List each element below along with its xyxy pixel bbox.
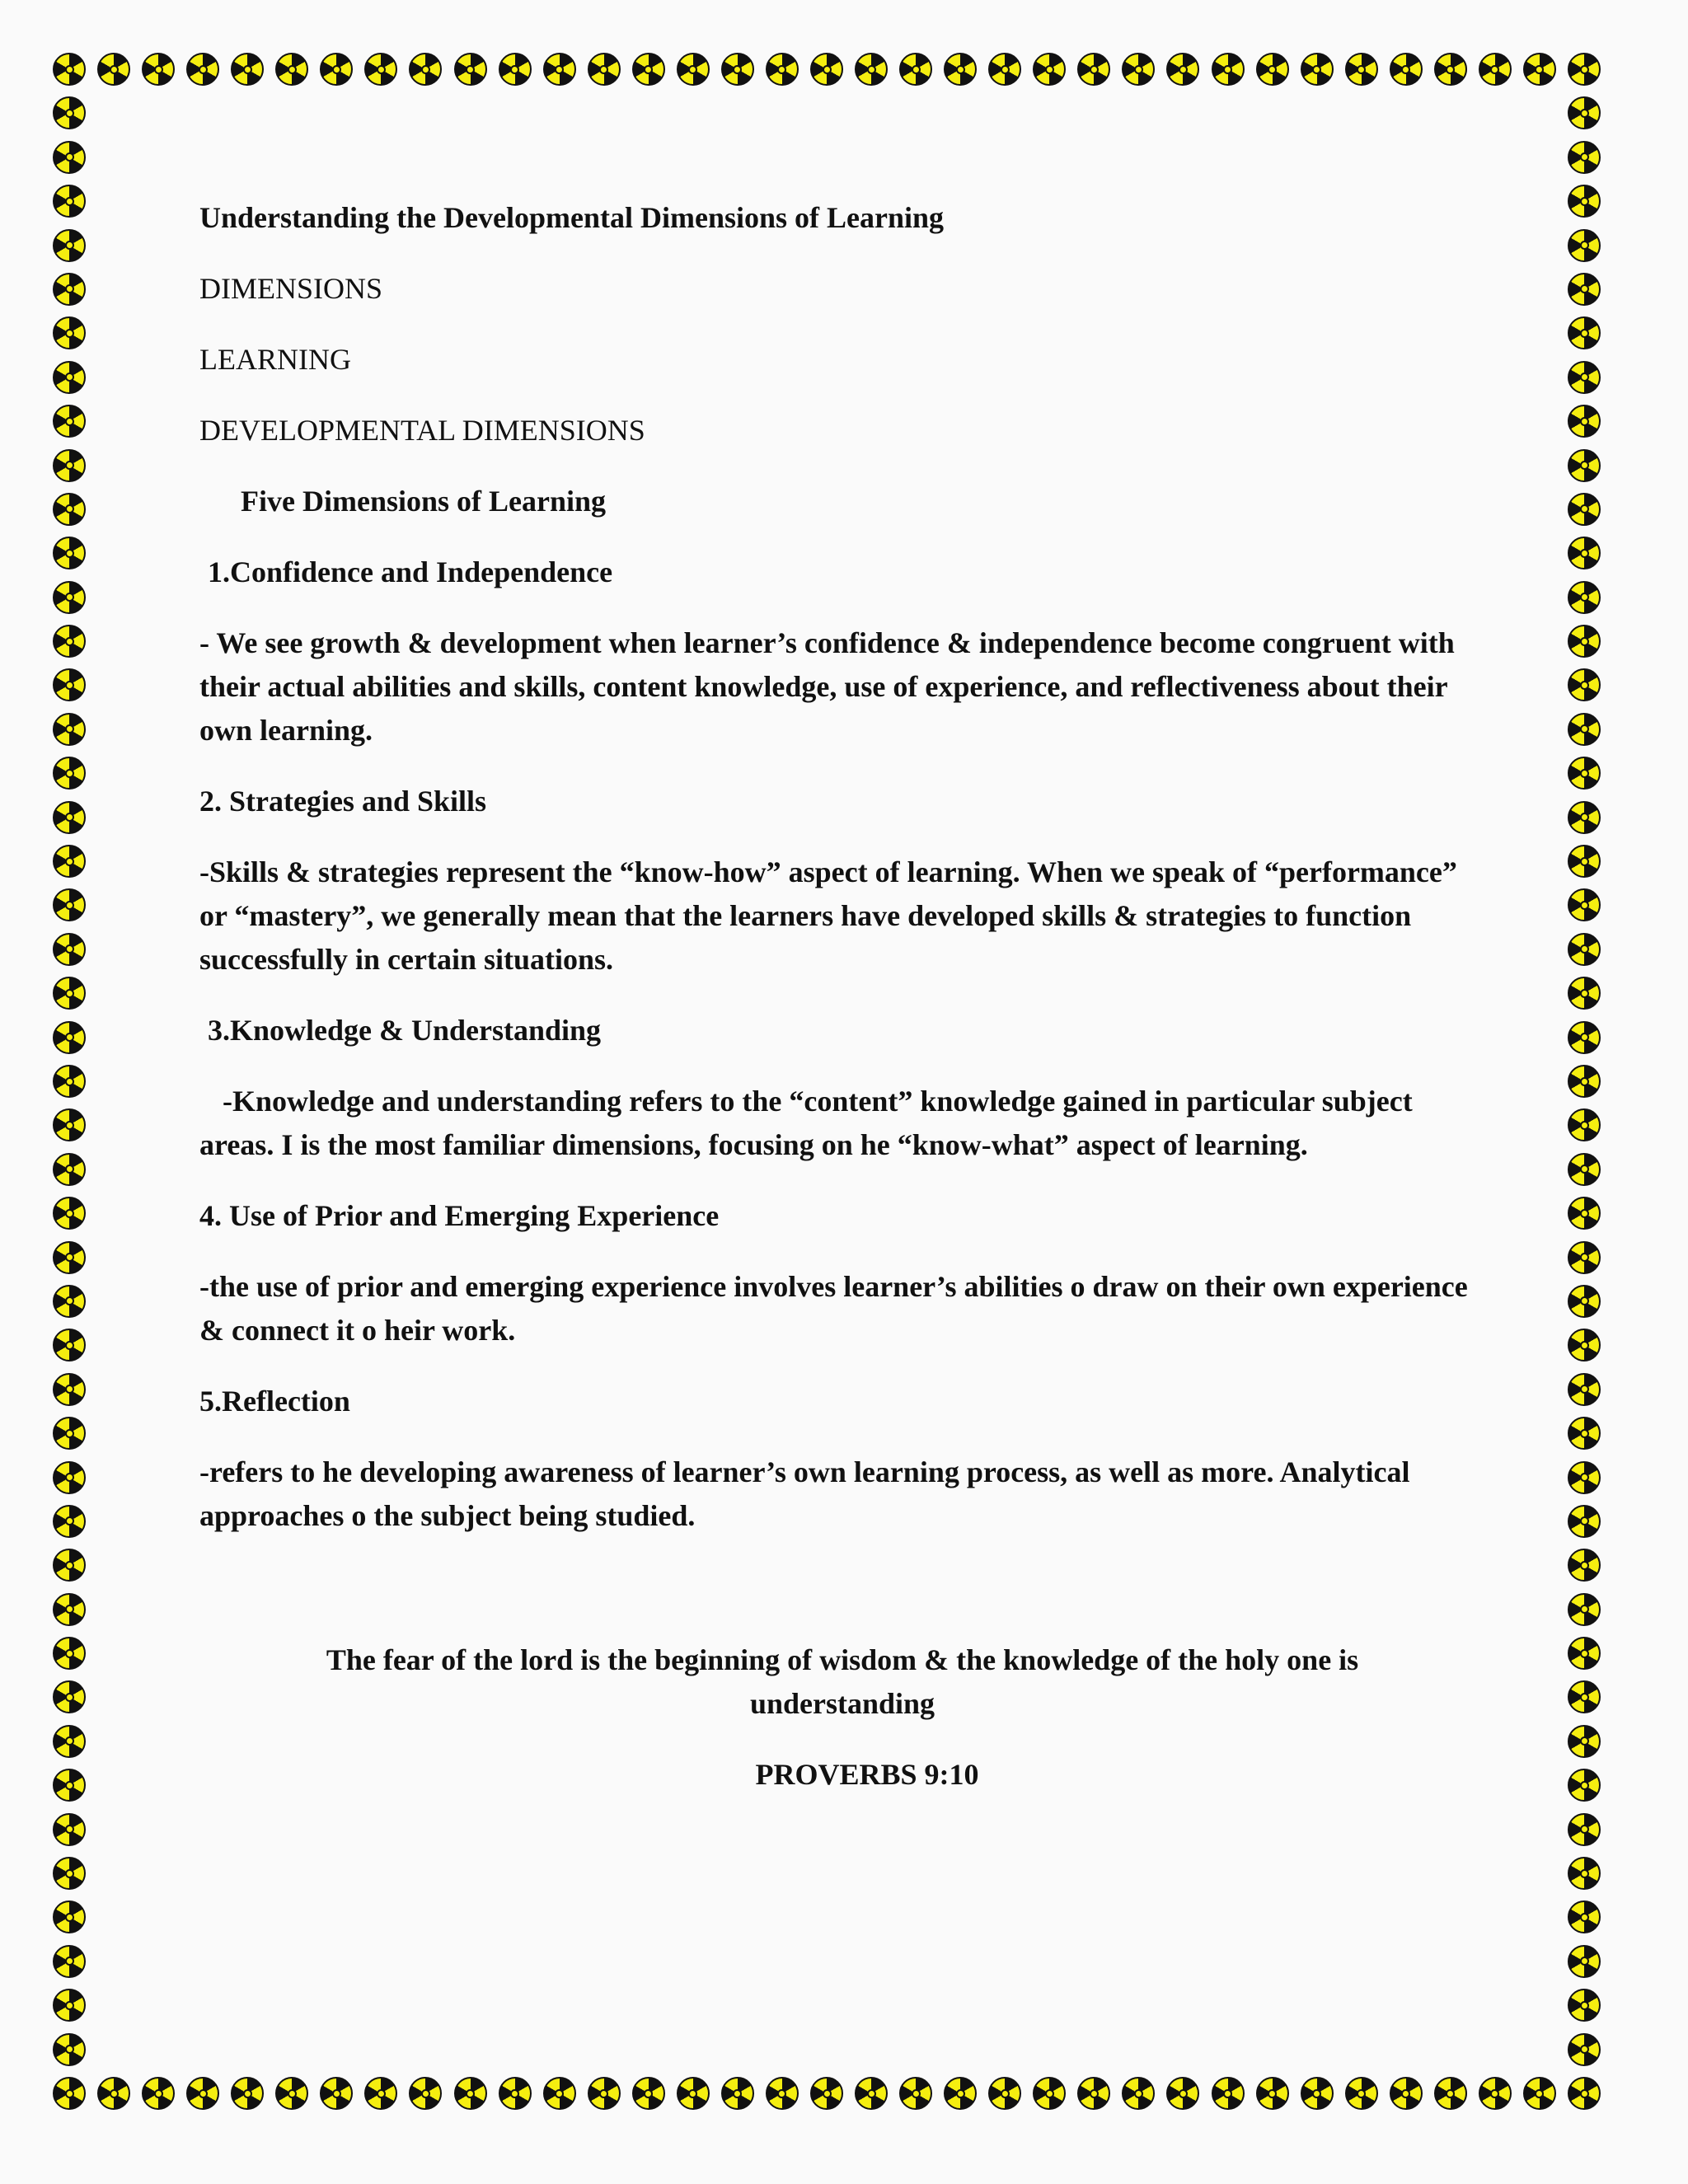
radiation-badge-icon bbox=[53, 1549, 86, 1582]
radiation-badge-icon bbox=[1568, 1373, 1601, 1406]
dimension-5-text: -refers to he developing awareness of learner’s own learning process, as well as more. Analytical approaches o the subject being studied. bbox=[199, 1455, 1410, 1532]
radiation-badge-icon bbox=[1568, 493, 1601, 526]
radiation-badge-icon bbox=[1568, 1461, 1601, 1494]
radiation-badge-icon bbox=[1166, 53, 1199, 86]
radiation-badge-icon bbox=[1479, 53, 1512, 86]
radiation-badge-icon bbox=[766, 2077, 799, 2110]
radiation-badge-icon bbox=[53, 2033, 86, 2066]
radiation-badge-icon bbox=[1345, 53, 1378, 86]
radiation-badge-icon bbox=[53, 1989, 86, 2022]
radiation-badge-icon bbox=[1479, 2077, 1512, 2110]
radiation-badge-icon bbox=[988, 53, 1021, 86]
radiation-badge-icon bbox=[1523, 2077, 1556, 2110]
radiation-badge-icon bbox=[53, 1241, 86, 1274]
radiation-badge-icon bbox=[53, 1197, 86, 1230]
radiation-badge-icon bbox=[1568, 888, 1601, 921]
radiation-badge-icon bbox=[855, 53, 888, 86]
radiation-badge-icon bbox=[1390, 2077, 1423, 2110]
radiation-badge-icon bbox=[1122, 53, 1155, 86]
radiation-badge-icon bbox=[1434, 53, 1467, 86]
radiation-badge-icon bbox=[543, 53, 576, 86]
radiation-badge-icon bbox=[1212, 2077, 1245, 2110]
radiation-badge-icon bbox=[988, 2077, 1021, 2110]
radiation-badge-icon bbox=[454, 2077, 487, 2110]
dimension-3-text-content: -Knowledge and understanding refers to the “content” knowledge gained in particular subject areas. I is the most familiar dimensions, focusing on he “know-what” aspect of learning. bbox=[199, 1085, 1413, 1161]
radiation-badge-icon bbox=[810, 2077, 843, 2110]
radiation-badge-icon bbox=[53, 96, 86, 129]
dimension-3-heading: 3.Knowledge & Understanding bbox=[208, 1014, 602, 1047]
dimension-2-text: -Skills & strategies represent the “know-how” aspect of learning. When we speak of “performance” or “mastery”, we generally mean that the learners have developed skills & strategies to function successfully in certain situations. bbox=[199, 855, 1457, 976]
radiation-badge-icon bbox=[320, 2077, 353, 2110]
dimension-4-heading: 4. Use of Prior and Emerging Experience bbox=[199, 1199, 720, 1232]
radiation-badge-icon bbox=[1568, 1769, 1601, 1802]
radiation-badge-icon bbox=[53, 449, 86, 482]
radiation-badge-icon bbox=[53, 2077, 86, 2110]
radiation-badge-icon bbox=[53, 977, 86, 1010]
radiation-badge-icon bbox=[1434, 2077, 1467, 2110]
radiation-badge-icon bbox=[53, 1637, 86, 1670]
radiation-badge-icon bbox=[275, 53, 308, 86]
dimension-3-text bbox=[199, 1080, 1485, 1167]
radiation-badge-icon bbox=[53, 405, 86, 438]
radiation-badge-icon bbox=[721, 53, 754, 86]
radiation-badge-icon bbox=[186, 53, 219, 86]
radiation-badge-icon bbox=[53, 273, 86, 306]
radiation-badge-icon bbox=[721, 2077, 754, 2110]
radiation-badge-icon bbox=[1568, 1153, 1601, 1186]
radiation-badge-icon bbox=[1256, 2077, 1289, 2110]
radiation-badge-icon bbox=[1077, 53, 1110, 86]
radiation-badge-icon bbox=[97, 53, 130, 86]
radiation-badge-icon bbox=[1568, 141, 1601, 174]
radiation-badge-icon bbox=[53, 141, 86, 174]
radiation-badge-icon bbox=[53, 1285, 86, 1318]
radiation-badge-icon bbox=[1568, 2033, 1601, 2066]
radiation-badge-icon bbox=[1212, 53, 1245, 86]
radiation-badge-icon bbox=[1568, 361, 1601, 394]
radiation-badge-icon bbox=[53, 713, 86, 746]
dimension-4-text: -the use of prior and emerging experience involves learner’s abilities o draw on their own experience & connect it o heir work. bbox=[199, 1270, 1468, 1347]
radiation-badge-icon bbox=[231, 2077, 264, 2110]
radiation-badge-icon bbox=[53, 801, 86, 834]
radiation-badge-icon bbox=[53, 1021, 86, 1054]
verse-text: The fear of the lord is the beginning of wisdom & the knowledge of the holy one is understanding bbox=[326, 1643, 1359, 1720]
document-page bbox=[199, 196, 1485, 1824]
radiation-badge-icon bbox=[1033, 2077, 1066, 2110]
radiation-badge-icon bbox=[1568, 1857, 1601, 1890]
radiation-badge-icon bbox=[1523, 53, 1556, 86]
radiation-badge-icon bbox=[1568, 1900, 1601, 1933]
radiation-badge-icon bbox=[53, 493, 86, 526]
radiation-badge-icon bbox=[53, 888, 86, 921]
radiation-badge-icon bbox=[364, 2077, 397, 2110]
radiation-badge-icon bbox=[1568, 581, 1601, 614]
radiation-badge-icon bbox=[1568, 185, 1601, 218]
radiation-badge-icon bbox=[53, 845, 86, 878]
radiation-badge-icon bbox=[1568, 1285, 1601, 1318]
radiation-badge-icon bbox=[632, 53, 665, 86]
radiation-badge-icon bbox=[53, 1505, 86, 1538]
dimension-2-heading: 2. Strategies and Skills bbox=[199, 785, 487, 818]
radiation-badge-icon bbox=[186, 2077, 219, 2110]
radiation-badge-icon bbox=[1568, 1593, 1601, 1626]
radiation-badge-icon bbox=[1568, 316, 1601, 349]
radiation-badge-icon bbox=[810, 53, 843, 86]
dimension-1-text: - We see growth & development when learner’s confidence & independence become congruent with their actual abilities and skills, content knowledge, use of experience, and reflectiveness about their own learning. bbox=[199, 626, 1455, 747]
radiation-badge-icon bbox=[53, 625, 86, 658]
radiation-badge-icon bbox=[1568, 713, 1601, 746]
radiation-badge-icon bbox=[1568, 96, 1601, 129]
radiation-badge-icon bbox=[1568, 933, 1601, 966]
radiation-badge-icon bbox=[899, 2077, 932, 2110]
radiation-badge-icon bbox=[53, 1857, 86, 1890]
radiation-badge-icon bbox=[1568, 1725, 1601, 1758]
radiation-badge-icon bbox=[944, 53, 977, 86]
radiation-badge-icon bbox=[677, 53, 710, 86]
radiation-badge-icon bbox=[1390, 53, 1423, 86]
radiation-badge-icon bbox=[364, 53, 397, 86]
radiation-badge-icon bbox=[53, 53, 86, 86]
radiation-badge-icon bbox=[53, 1153, 86, 1186]
closing-verse bbox=[199, 1638, 1485, 1726]
radiation-badge-icon bbox=[53, 229, 86, 262]
radiation-badge-icon bbox=[53, 1900, 86, 1933]
radiation-badge-icon bbox=[1568, 1549, 1601, 1582]
radiation-badge-icon bbox=[97, 2077, 130, 2110]
radiation-badge-icon bbox=[142, 53, 175, 86]
radiation-badge-icon bbox=[275, 2077, 308, 2110]
heading-learning: LEARNING bbox=[199, 343, 351, 376]
radiation-badge-icon bbox=[1568, 1241, 1601, 1274]
radiation-badge-icon bbox=[1301, 53, 1334, 86]
heading-dimensions: DIMENSIONS bbox=[199, 272, 383, 305]
radiation-badge-icon bbox=[53, 185, 86, 218]
radiation-badge-icon bbox=[53, 581, 86, 614]
radiation-badge-icon bbox=[1568, 1637, 1601, 1670]
radiation-badge-icon bbox=[1345, 2077, 1378, 2110]
radiation-badge-icon bbox=[588, 2077, 621, 2110]
radiation-badge-icon bbox=[53, 1593, 86, 1626]
radiation-badge-icon bbox=[855, 2077, 888, 2110]
radiation-badge-icon bbox=[1568, 1417, 1601, 1450]
document-title: Understanding the Developmental Dimensions of Learning bbox=[199, 201, 945, 234]
radiation-badge-icon bbox=[53, 1108, 86, 1141]
radiation-badge-icon bbox=[766, 53, 799, 86]
radiation-badge-icon bbox=[53, 316, 86, 349]
radiation-badge-icon bbox=[1568, 1680, 1601, 1713]
verse-reference: PROVERBS 9:10 bbox=[755, 1758, 979, 1791]
radiation-badge-icon bbox=[1568, 2077, 1601, 2110]
radiation-badge-icon bbox=[1568, 1813, 1601, 1846]
radiation-badge-icon bbox=[454, 53, 487, 86]
radiation-badge-icon bbox=[53, 1417, 86, 1450]
radiation-badge-icon bbox=[944, 2077, 977, 2110]
radiation-badge-icon bbox=[1166, 2077, 1199, 2110]
radiation-badge-icon bbox=[142, 2077, 175, 2110]
radiation-badge-icon bbox=[1568, 273, 1601, 306]
radiation-badge-icon bbox=[1077, 2077, 1110, 2110]
dimension-1-heading: 1.Confidence and Independence bbox=[208, 555, 613, 588]
radiation-badge-icon bbox=[632, 2077, 665, 2110]
radiation-badge-icon bbox=[53, 933, 86, 966]
radiation-badge-icon bbox=[1568, 1329, 1601, 1361]
radiation-badge-icon bbox=[1568, 405, 1601, 438]
radiation-badge-icon bbox=[53, 1813, 86, 1846]
radiation-badge-icon bbox=[1568, 537, 1601, 569]
radiation-badge-icon bbox=[1568, 1505, 1601, 1538]
section-subtitle: Five Dimensions of Learning bbox=[241, 485, 607, 518]
radiation-badge-icon bbox=[1568, 1021, 1601, 1054]
radiation-badge-icon bbox=[499, 53, 532, 86]
radiation-badge-icon bbox=[53, 1945, 86, 1978]
heading-developmental-dimensions: DEVELOPMENTAL DIMENSIONS bbox=[199, 414, 645, 447]
radiation-badge-icon bbox=[1568, 977, 1601, 1010]
radiation-badge-icon bbox=[899, 53, 932, 86]
radiation-badge-icon bbox=[53, 1769, 86, 1802]
radiation-badge-icon bbox=[1568, 668, 1601, 701]
radiation-badge-icon bbox=[1301, 2077, 1334, 2110]
radiation-badge-icon bbox=[1568, 229, 1601, 262]
radiation-badge-icon bbox=[53, 361, 86, 394]
radiation-badge-icon bbox=[677, 2077, 710, 2110]
radiation-badge-icon bbox=[1568, 53, 1601, 86]
radiation-badge-icon bbox=[1568, 1065, 1601, 1098]
radiation-badge-icon bbox=[1568, 801, 1601, 834]
radiation-badge-icon bbox=[1122, 2077, 1155, 2110]
radiation-badge-icon bbox=[53, 1065, 86, 1098]
radiation-badge-icon bbox=[1568, 1945, 1601, 1978]
radiation-badge-icon bbox=[53, 1725, 86, 1758]
radiation-badge-icon bbox=[1568, 1989, 1601, 2022]
radiation-badge-icon bbox=[53, 1680, 86, 1713]
radiation-badge-icon bbox=[53, 1461, 86, 1494]
radiation-badge-icon bbox=[499, 2077, 532, 2110]
dimension-5-heading: 5.Reflection bbox=[199, 1385, 350, 1418]
radiation-badge-icon bbox=[409, 53, 442, 86]
radiation-badge-icon bbox=[53, 757, 86, 790]
radiation-badge-icon bbox=[1568, 757, 1601, 790]
radiation-badge-icon bbox=[53, 1373, 86, 1406]
radiation-badge-icon bbox=[53, 1329, 86, 1361]
radiation-badge-icon bbox=[1568, 1108, 1601, 1141]
radiation-badge-icon bbox=[588, 53, 621, 86]
radiation-badge-icon bbox=[1568, 845, 1601, 878]
radiation-badge-icon bbox=[53, 537, 86, 569]
radiation-badge-icon bbox=[1568, 449, 1601, 482]
radiation-badge-icon bbox=[53, 668, 86, 701]
radiation-badge-icon bbox=[543, 2077, 576, 2110]
radiation-badge-icon bbox=[1568, 625, 1601, 658]
radiation-badge-icon bbox=[1033, 53, 1066, 86]
radiation-badge-icon bbox=[409, 2077, 442, 2110]
radiation-badge-icon bbox=[320, 53, 353, 86]
radiation-badge-icon bbox=[1568, 1197, 1601, 1230]
radiation-badge-icon bbox=[231, 53, 264, 86]
radiation-badge-icon bbox=[1256, 53, 1289, 86]
